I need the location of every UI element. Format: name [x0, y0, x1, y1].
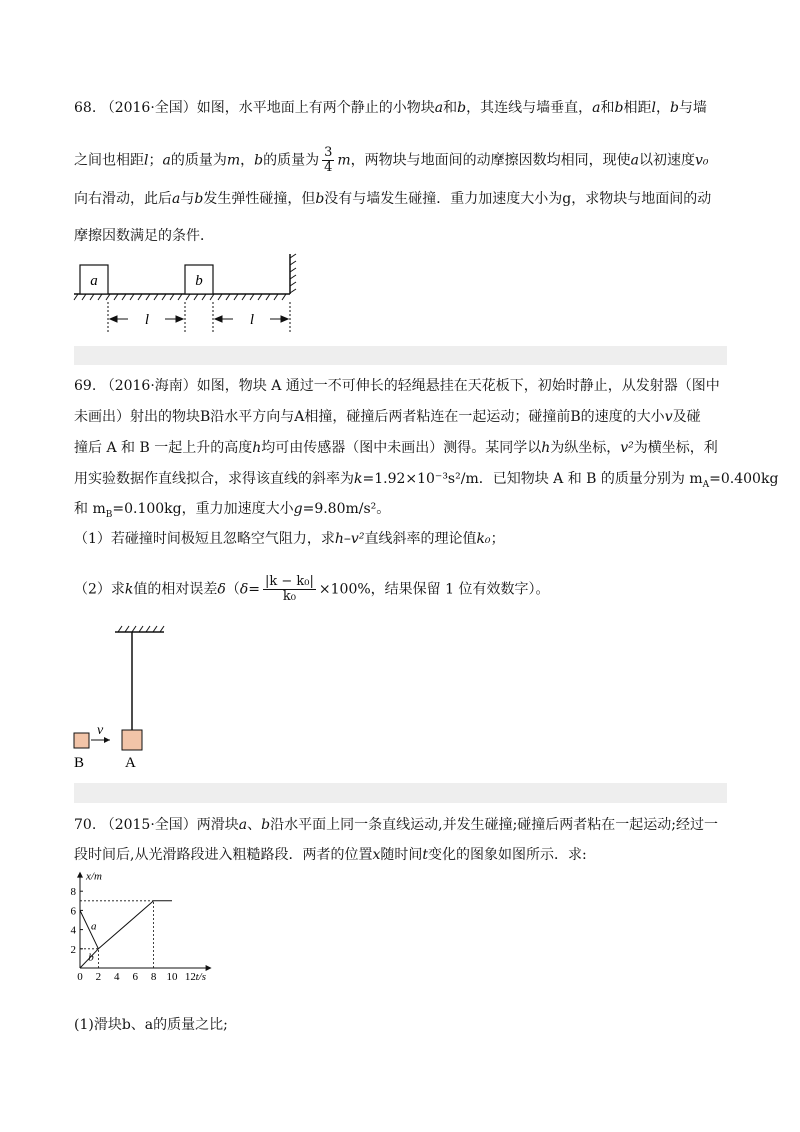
- y-axis-arrow: [77, 872, 83, 878]
- block-b-label: b: [195, 273, 203, 289]
- q69-line-4: 用实验数据作直线拟合，求得该直线的斜率为k=1.92×10⁻³s²/m．已知物块 A 和 B 的质量分别为 $m_A=0.400kg$: [74, 471, 779, 490]
- y-tick-label: 8: [70, 886, 76, 899]
- separator-band-2: [74, 783, 727, 803]
- velocity-arrowhead: [104, 737, 110, 743]
- y-tick-label: 4: [70, 924, 76, 937]
- q70-xt-chart: [70, 868, 250, 980]
- x-tick-label: 6: [132, 971, 138, 980]
- ceiling-hatch: [118, 626, 164, 632]
- curve-label-a: a: [91, 920, 97, 933]
- y-tick-label: 6: [70, 905, 76, 918]
- q68-line-3: 向右滑动，此后a与b发生弹性碰撞，但b没有与墙发生碰撞．重力加速度大小为g，求物块与地面间的动: [74, 191, 712, 207]
- q68-line-2: 之间也相距l；a的质量为m，b的质量为 $\frac{3}{4}$ m，两物块与地面间的动摩擦因数均相同，现使a以初速度v₀: [74, 145, 709, 175]
- block-A: [122, 730, 142, 750]
- q68-line-1: 68. （2016·全国）如图，水平地面上有两个静止的小物块a和b，其连线与墙垂直，a和b相距l，b与墙: [74, 100, 707, 116]
- q68-figure: [70, 252, 300, 342]
- velocity-label: v: [97, 723, 104, 738]
- block-A-label: A: [125, 755, 136, 770]
- q69-line-5: 和 $m_B=0.100kg$，重力加速度大小g=9.80m/s²。: [74, 501, 391, 520]
- dimension-guides: [108, 302, 290, 334]
- q69-part-1: （1）若碰撞时间极短且忽略空气阻力，求h–v²直线斜率的理论值k₀；: [74, 531, 505, 547]
- separator-band: [74, 346, 727, 365]
- dimension-l-2: l: [249, 312, 255, 328]
- x-axis-label: t/s: [195, 971, 207, 980]
- q68-line-4: 摩擦因数满足的条件．: [74, 228, 214, 244]
- dimension-arrows: [110, 316, 288, 322]
- dimension-l-1: l: [144, 312, 150, 328]
- ground-hatch: [74, 294, 286, 300]
- y-axis-label: x/m: [86, 870, 102, 883]
- q69-line-3: 撞后 A 和 B 一起上升的高度h均可由传感器（图中未画出）测得。某同学以h为纵坐标，v²为横坐标，利: [74, 440, 718, 456]
- x-tick-label: 0: [77, 971, 83, 980]
- block-B-label: B: [74, 755, 85, 770]
- x-tick-label: 8: [150, 971, 157, 980]
- q69-line-1: 69. （2016·海南）如图，物块 A 通过一不可伸长的轻绳悬挂在天花板下，初始时静止，从发射器（图中: [74, 378, 720, 394]
- y-tick-label: 2: [70, 943, 76, 956]
- x-tick-label: 10: [166, 971, 178, 980]
- q70-part-1: (1)滑块b、a的质量之比;: [74, 1017, 228, 1033]
- wall-hatch: [290, 254, 296, 293]
- series-line-combined: [98, 901, 172, 949]
- x-tick-label: 4: [114, 971, 120, 980]
- block-B: [74, 733, 89, 748]
- relative-error-fraction: $\frac{\text{|k − k₀|}}{\text{k₀}}$: [265, 574, 314, 604]
- q69-line-2: 未画出）射出的物块B沿水平方向与A相撞，碰撞后两者粘连在一起运动；碰撞前B的速度的大小v及碰: [74, 409, 701, 425]
- x-tick-label: 12: [184, 971, 196, 980]
- q70-line-2: 段时间后,从光滑路段进入粗糙路段．两者的位置x随时间t变化的图象如图所示．求:: [74, 847, 587, 863]
- x-axis-arrow: [206, 965, 212, 971]
- q69-figure: [70, 620, 170, 770]
- block-a-label: a: [90, 273, 98, 289]
- q70-line-1: 70. （2015·全国）两滑块a、b沿水平面上同一条直线运动,并发生碰撞;碰撞后两者粘在一起运动;经过一: [74, 817, 719, 833]
- q69-part-2: （2）求k值的相对误差δ（δ= $\frac{\text{|k − k₀|}}{\text{k₀}}$ ×100%，结果保留 1 位有效数字）。: [74, 574, 550, 604]
- curve-label-b: b: [88, 951, 94, 964]
- fraction-three-quarters: $\frac{3}{4}$: [324, 145, 333, 175]
- x-tick-label: 2: [95, 971, 102, 980]
